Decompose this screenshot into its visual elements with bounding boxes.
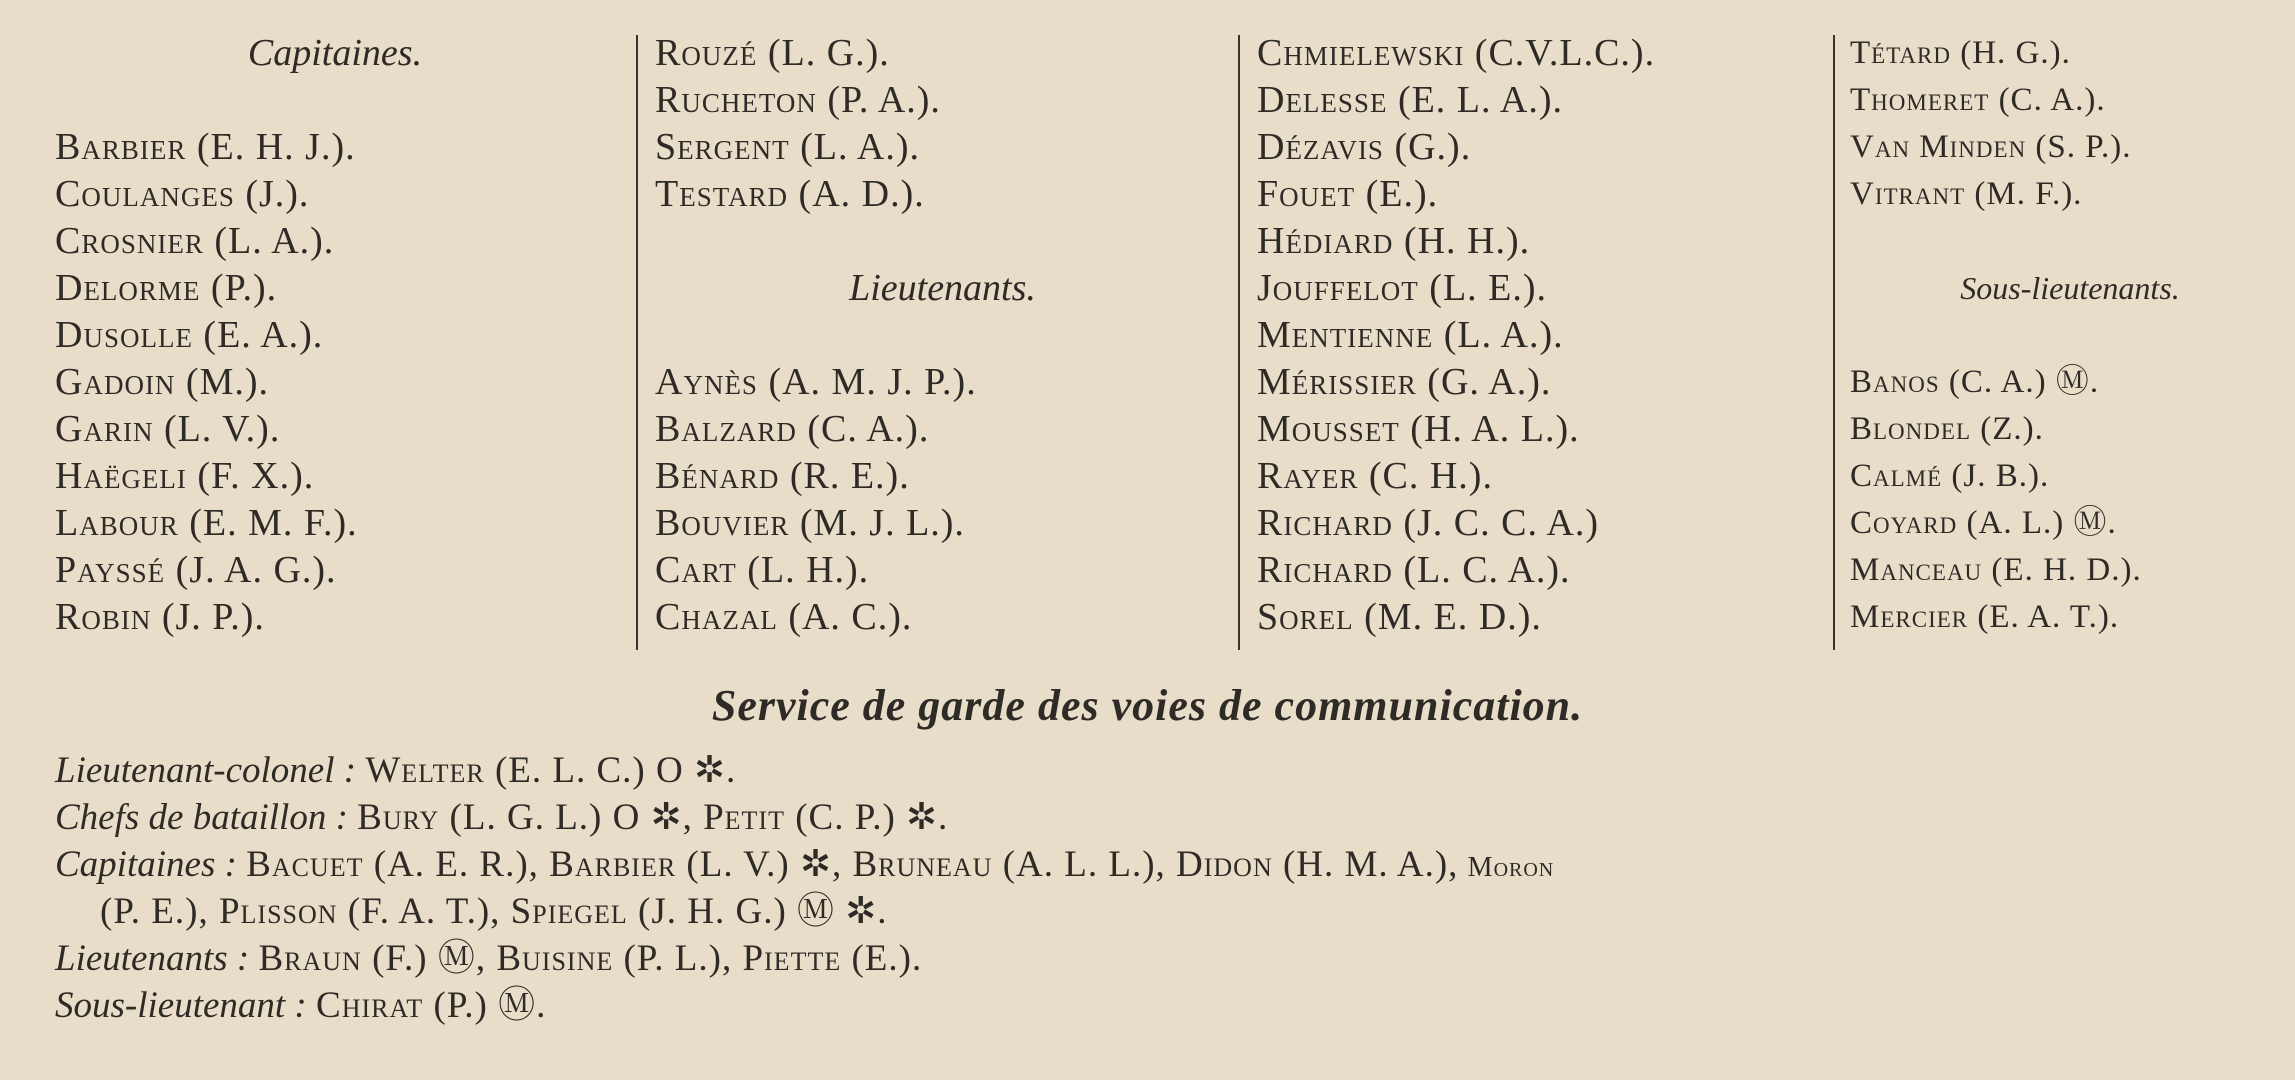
name-entry: Balzard (C. A.). [655,408,930,450]
name-entry: Mercier (E. A. T.). [1850,599,2120,635]
name-entry: Van Minden (S. P.). [1850,129,2132,165]
name-entry: Calmé (J. B.). [1850,458,2050,494]
column-1 [55,30,615,641]
name-entry: Hédiard (H. H.). [1257,220,1531,262]
column-3 [1257,30,1837,641]
name-entry: Labour (E. M. F.). [55,502,358,544]
heading-lieutenants: Lieutenants. [849,267,1036,309]
section-line [55,935,2285,982]
section-body [55,747,2285,1029]
name-entry: Robin (J. P.). [55,596,265,638]
name-entry: Vitrant (M. F.). [1850,176,2083,212]
role-label: Sous-lieutenant : [55,985,307,1026]
role-label: Lieutenant-colonel : [55,750,357,791]
heading-sous-lieutenants: Sous-lieutenants. [1960,270,2180,306]
role-names: Welter (E. L. C.) O ✲. [365,750,737,791]
role-names: Chirat (P.) Ⓜ. [316,985,547,1026]
name-entry: Mérissier (G. A.). [1257,361,1552,403]
name-entry: Richard (J. C. C. A.) [1257,502,1599,544]
name-entry: Bénard (R. E.). [655,455,910,497]
role-label: Capitaines : [55,844,237,885]
name-entry: Coyard (A. L.) Ⓜ. [1850,505,2117,541]
section-line [55,841,2285,888]
name-entry: Gadoin (M.). [55,361,270,403]
name-entry: Testard (A. D.). [655,173,925,215]
role-names-tail: Moron [1467,852,1555,883]
name-entry: Coulanges (J.). [55,173,310,215]
section-line [55,888,2285,935]
name-entry: Dusolle (E. A.). [55,314,324,356]
name-entry: Delorme (P.). [55,267,278,309]
name-entry: Mousset (H. A. L.). [1257,408,1580,450]
name-entry: Rouzé (L. G.). [655,32,890,74]
role-label: Chefs de bataillon : [55,797,348,838]
name-entry: Chmielewski (C.V.L.C.). [1257,32,1656,74]
name-entry: Crosnier (L. A.). [55,220,335,262]
column-divider [1238,35,1240,650]
section-title: Service de garde des voies de communication. [711,681,1584,730]
section-line [55,982,2285,1029]
name-entry: Dézavis (G.). [1257,126,1472,168]
name-entry: Payssé (J. A. G.). [55,549,337,591]
name-entry: Tétard (H. G.). [1850,35,2071,71]
heading-capitaines: Capitaines. [247,32,423,74]
name-entry: Rucheton (P. A.). [655,79,941,121]
name-entry: Banos (C. A.) Ⓜ. [1850,364,2100,400]
column-2 [655,30,1230,641]
column-divider [636,35,638,650]
name-entry: Thomeret (C. A.). [1850,82,2106,118]
name-entry: Sorel (M. E. D.). [1257,596,1542,638]
role-label: Lieutenants : [55,938,250,979]
name-entry: Chazal (A. C.). [655,596,913,638]
column-4 [1850,30,2290,641]
name-entry: Fouet (E.). [1257,173,1439,215]
role-names: Braun (F.) Ⓜ, Buisine (P. L.), Piette (E.). [258,938,923,979]
name-entry: Haëgeli (F. X.). [55,455,315,497]
role-names: Bury (L. G. L.) O ✲, Petit (C. P.) ✲. [357,797,949,838]
name-entry: Barbier (E. H. J.). [55,126,356,168]
name-entry: Richard (L. C. A.). [1257,549,1571,591]
name-entry: Delesse (E. L. A.). [1257,79,1564,121]
name-entry: Garin (L. V.). [55,408,281,450]
section-line [55,747,2285,794]
name-entry: Blondel (Z.). [1850,411,2044,447]
name-entry: Cart (L. H.). [655,549,870,591]
name-entry: Rayer (C. H.). [1257,455,1493,497]
role-names: (P. E.), Plisson (F. A. T.), Spiegel (J. H. G.) Ⓜ ✲. [100,891,888,932]
name-entry: Aynès (A. M. J. P.). [655,361,977,403]
section-line [55,794,2285,841]
name-entry: Mentienne (L. A.). [1257,314,1564,356]
name-entry: Manceau (E. H. D.). [1850,552,2142,588]
role-names: Bacuet (A. E. R.), Barbier (L. V.) ✲, Bruneau (A. L. L.), Didon (H. M. A.), [246,844,1459,885]
name-entry: Bouvier (M. J. L.). [655,502,965,544]
name-entry: Jouffelot (L. E.). [1257,267,1548,309]
name-entry: Sergent (L. A.). [655,126,920,168]
